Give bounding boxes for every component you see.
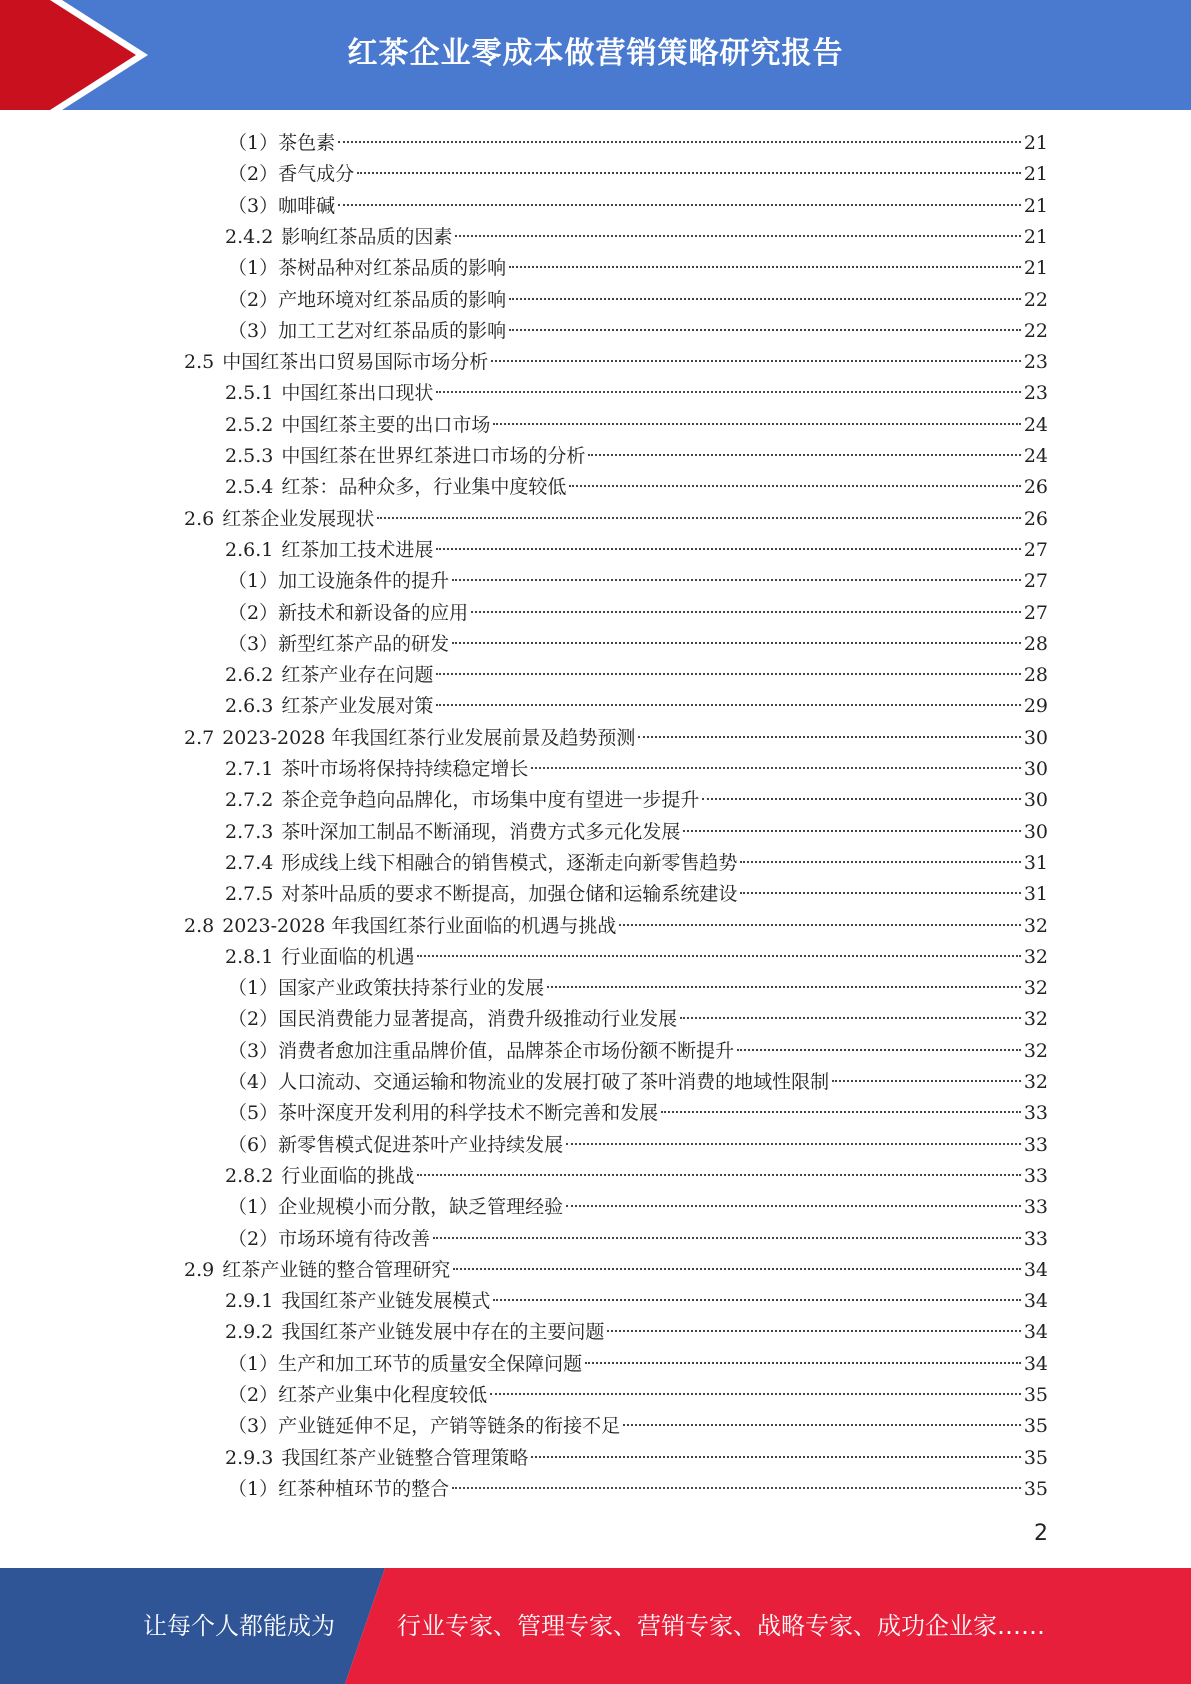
toc-entry-number: 2.9 [184,1258,215,1281]
toc-entry-number: 2.7 [184,726,215,749]
toc-entry-number: （1） [228,1196,279,1219]
toc-entry-page: 35 [1023,1477,1048,1500]
toc-entry[interactable] [225,378,1048,409]
dot-leader [509,266,1021,268]
toc-entry-title: 消费者愈加注重品牌价值，品牌茶企市场份额不断提升 [278,1039,735,1062]
dot-leader [566,1143,1021,1145]
toc-entry-title: 中国红茶出口贸易国际市场分析 [222,351,489,374]
dot-leader [377,517,1021,519]
toc-entry-number: 2.5.1 [225,382,274,405]
toc-entry-title: 国民消费能力显著提高，消费升级推动行业发展 [278,1008,678,1031]
dot-leader [737,1049,1021,1051]
toc-entry-page: 21 [1023,225,1048,248]
toc-entry-page: 28 [1023,664,1048,687]
page-header [0,0,1191,110]
toc-entry-title: 2023-2028 年我国红茶行业面临的机遇与挑战 [222,914,617,937]
toc-entry-number: 2.6.3 [225,695,274,718]
toc-entry-page: 26 [1023,507,1048,530]
toc-entry-number: （2） [228,1384,279,1406]
page-number: 2 [1034,1521,1048,1546]
toc-entry[interactable] [228,598,1048,629]
toc-entry-page: 31 [1023,851,1048,874]
dot-leader [740,892,1020,894]
toc-entry[interactable] [228,973,1048,1004]
toc-entry-number: 2.8.2 [225,1164,274,1187]
toc-entry-number: 2.7.1 [225,758,274,780]
toc-entry[interactable] [225,1317,1048,1348]
dot-leader [638,736,1020,738]
toc-entry-title: 市场环境有待改善 [278,1227,431,1250]
toc-entry-title: 加工设施条件的提升 [278,570,450,593]
toc-entry[interactable] [184,911,1048,942]
toc-entry-page: 30 [1023,789,1048,812]
dot-leader [585,1362,1021,1364]
toc-entry-page: 21 [1023,132,1048,154]
dot-leader [832,1080,1021,1082]
dot-leader [433,1237,1021,1239]
toc-entry[interactable] [228,566,1048,597]
dot-leader [436,391,1020,393]
toc-entry-number: 2.7.2 [225,789,274,812]
toc-entry-title: 茶树品种对红茶品质的影响 [278,257,507,280]
toc-entry-number: （3） [228,319,279,342]
dot-leader [436,704,1020,706]
toc-entry-title: 形成线上线下相融合的销售模式，逐渐走向新零售趋势 [281,851,738,874]
toc-entry-title: 红茶加工技术进展 [281,538,434,561]
dot-leader [531,1456,1020,1458]
toc-entry[interactable] [228,1411,1048,1442]
toc-entry-page: 31 [1023,883,1048,906]
toc-entry[interactable] [228,253,1048,284]
toc-entry[interactable] [228,1036,1048,1067]
toc-entry[interactable] [225,535,1048,566]
dot-leader [569,485,1020,487]
toc-entry-page: 33 [1023,1164,1048,1187]
toc-entry-title: 红茶产业链的整合管理研究 [222,1258,451,1281]
toc-entry-title: 生产和加工环节的质量安全保障问题 [278,1352,583,1375]
toc-entry[interactable] [184,504,1048,535]
dot-leader [455,235,1020,237]
toc-entry-page: 21 [1023,194,1048,217]
toc-entry[interactable] [228,316,1048,347]
toc-entry-number: 2.5 [184,351,215,374]
toc-entry-page: 34 [1023,1321,1048,1344]
toc-entry-title: 茶叶深度开发利用的科学技术不断完善和发展 [278,1102,659,1125]
toc-entry-page: 30 [1023,726,1048,749]
toc-entry-number: 2.8 [184,914,215,937]
toc-entry[interactable] [228,159,1048,190]
dot-leader [453,1268,1021,1270]
toc-entry-page: 32 [1023,977,1048,1000]
toc-entry-title: 行业面临的挑战 [281,1164,415,1187]
toc-entry-page: 32 [1023,1039,1048,1062]
toc-entry[interactable] [225,660,1048,691]
toc-entry[interactable] [225,691,1048,722]
dot-leader [547,986,1021,988]
toc-entry-page: 33 [1023,1133,1048,1156]
dot-leader [680,1017,1021,1019]
toc-entry-number: （1） [228,977,279,1000]
toc-entry-page: 35 [1023,1446,1048,1469]
toc-entry-title: 企业规模小而分散，缺乏管理经验 [278,1196,564,1219]
dot-leader [493,1299,1020,1301]
toc-entry[interactable] [228,1349,1048,1380]
dot-leader [619,924,1020,926]
dot-leader [357,172,1021,174]
toc-entry-title: 香气成分 [278,163,355,186]
toc-entry-number: 2.5.2 [225,413,274,436]
toc-entry-page: 33 [1023,1102,1048,1125]
toc-entry-number: （3） [228,194,279,217]
toc-entry-title: 产地环境对红茶品质的影响 [278,288,507,311]
dot-leader [623,1424,1021,1426]
dot-leader [417,955,1020,957]
toc-entry[interactable] [228,629,1048,660]
toc-entry-number: （6） [228,1133,279,1156]
toc-entry-number: 2.9.1 [225,1290,274,1313]
toc-entry-page: 22 [1023,288,1048,311]
toc-entry-title: 2023-2028 年我国红茶行业发展前景及趋势预测 [222,726,636,749]
toc-entry-number: 2.5.3 [225,445,274,467]
toc-entry-number: （2） [228,1227,279,1250]
dot-leader [452,1487,1021,1489]
toc-entry-page: 32 [1023,914,1048,937]
toc-entry[interactable] [225,1443,1048,1474]
toc-entry-page: 28 [1023,632,1048,655]
toc-entry-number: 2.5.4 [225,476,274,499]
toc-entry-page: 27 [1023,570,1048,593]
toc-entry-page: 34 [1023,1258,1048,1281]
dot-leader [471,611,1021,613]
toc-entry-number: 2.8.1 [225,945,274,968]
dot-leader [452,642,1021,644]
toc-entry-number: 2.9.3 [225,1446,274,1469]
dot-leader [702,798,1020,800]
toc-entry-number: （1） [228,1352,279,1375]
toc-entry[interactable] [228,191,1048,222]
report-title: 红茶企业零成本做营销策略研究报告 [347,36,844,71]
toc-entry-title: 影响红茶品质的因素 [281,225,453,248]
toc-entry[interactable] [225,942,1048,973]
toc-entry-page: 23 [1023,351,1048,374]
dot-leader [683,830,1020,832]
toc-entry-number: （2） [228,601,279,624]
footer-slogan: 让每个人都能成为 [143,1612,335,1640]
toc-entry-title: 我国红茶产业链发展模式 [281,1290,491,1313]
toc-entry-page: 23 [1023,382,1048,405]
toc-entry-title: 咖啡碱 [278,194,336,217]
toc-entry-number: 2.6.2 [225,664,274,687]
toc-entry-title: 茶色素 [278,132,336,154]
toc-entry[interactable] [225,879,1048,910]
page-footer [0,1568,1191,1684]
dot-leader [509,329,1021,331]
toc-entry-page: 35 [1023,1415,1048,1438]
dot-leader [661,1111,1021,1113]
toc-entry-number: 2.7.4 [225,851,274,874]
toc-entry-title: 红茶企业发展现状 [222,507,375,530]
dot-leader [566,1205,1021,1207]
toc-entry-title: 人口流动、交通运输和物流业的发展打破了茶叶消费的地域性限制 [278,1071,830,1093]
toc-entry-page: 21 [1023,163,1048,186]
toc-entry-page: 30 [1023,820,1048,843]
toc-entry[interactable] [228,285,1048,316]
dot-leader [740,861,1020,863]
toc-entry-page: 32 [1023,945,1048,968]
toc-entry-page: 29 [1023,695,1048,718]
toc-entry-number: （2） [228,288,279,311]
dot-leader [491,360,1021,362]
toc-entry-number: （3） [228,1039,279,1062]
toc-entry[interactable] [225,785,1048,816]
toc-entry-page: 35 [1023,1384,1048,1406]
dot-leader [509,298,1021,300]
toc-entry-number: 2.4.2 [225,225,274,248]
toc-entry-number: （1） [228,1477,279,1500]
toc-entry-page: 33 [1023,1196,1048,1219]
toc-entry-number: 2.6.1 [225,538,274,561]
dot-leader [493,423,1020,425]
toc-entry-page: 24 [1023,445,1048,467]
toc-entry[interactable] [225,472,1048,503]
toc-entry-title: 红茶产业存在问题 [281,664,434,687]
toc-entry-title: 新零售模式促进茶叶产业持续发展 [278,1133,564,1156]
toc-entry-page: 22 [1023,319,1048,342]
toc-entry-number: （3） [228,1415,279,1438]
toc-entry-page: 21 [1023,257,1048,280]
toc-entry[interactable] [225,817,1048,848]
toc-entry-page: 27 [1023,538,1048,561]
toc-entry[interactable] [225,1286,1048,1317]
toc-entry[interactable] [225,754,1048,785]
toc-entry-page: 30 [1023,758,1048,780]
toc-entry-title: 茶叶深加工制品不断涌现，消费方式多元化发展 [281,820,681,843]
toc-entry[interactable] [184,347,1048,378]
toc-entry-page: 26 [1023,476,1048,499]
toc-entry-title: 行业面临的机遇 [281,945,415,968]
toc-entry-number: （1） [228,570,279,593]
toc-entry-title: 加工工艺对红茶品质的影响 [278,319,507,342]
dot-leader [338,141,1021,143]
toc-entry-title: 红茶种植环节的整合 [278,1477,450,1500]
toc-entry[interactable] [225,441,1048,472]
toc-entry-page: 33 [1023,1227,1048,1250]
toc-entry-number: （1） [228,257,279,280]
toc-entry-number: （2） [228,1008,279,1031]
toc-entry-number: 2.7.3 [225,820,274,843]
toc-entry[interactable] [184,723,1048,754]
toc-entry-title: 红茶产业发展对策 [281,695,434,718]
dot-leader [452,579,1021,581]
toc-entry[interactable] [225,410,1048,441]
toc-entry-title: 中国红茶主要的出口市场 [281,413,491,436]
toc-entry-title: 红茶：品种众多，行业集中度较低 [281,476,567,499]
dot-leader [338,204,1021,206]
toc-entry[interactable] [225,848,1048,879]
toc-entry-number: （2） [228,163,279,186]
toc-entry-title: 中国红茶在世界红茶进口市场的分析 [281,445,586,467]
toc-entry-number: （4） [228,1071,279,1093]
toc-entry[interactable] [228,1067,1048,1098]
toc-entry-number: （1） [228,132,279,154]
toc-entry[interactable] [228,1098,1048,1129]
toc-entry-number: 2.9.2 [225,1321,274,1344]
toc-entry-title: 对茶叶品质的要求不断提高，加强仓储和运输系统建设 [281,883,738,906]
toc-entry-page: 24 [1023,413,1048,436]
dot-leader [588,454,1020,456]
toc-entry-title: 我国红茶产业链整合管理策略 [281,1446,529,1469]
dot-leader [436,548,1020,550]
toc-entry[interactable] [184,1255,1048,1286]
toc-entry-title: 茶叶市场将保持持续稳定增长 [281,758,529,780]
toc-entry-page: 32 [1023,1071,1048,1093]
toc-entry[interactable] [228,1224,1048,1255]
toc-entry-number: 2.7.5 [225,883,274,906]
toc-entry-page: 32 [1023,1008,1048,1031]
toc-entry-number: （3） [228,632,279,655]
toc-entry[interactable] [225,1161,1048,1192]
toc-entry[interactable] [228,1380,1048,1411]
toc-entry[interactable] [228,1130,1048,1161]
toc-entry-title: 产业链延伸不足，产销等链条的衔接不足 [278,1415,621,1438]
toc-entry-title: 红茶产业集中化程度较低 [278,1384,488,1406]
toc-entry[interactable] [228,1004,1048,1035]
dot-leader [490,1393,1021,1395]
toc-entry[interactable] [225,222,1048,253]
toc-entry-number: 2.6 [184,507,215,530]
toc-entry[interactable] [228,1192,1048,1223]
toc-entry-title: 新技术和新设备的应用 [278,601,469,624]
dot-leader [531,767,1020,769]
dot-leader [607,1330,1020,1332]
toc-entry-page: 34 [1023,1352,1048,1375]
toc-entry-title: 国家产业政策扶持茶行业的发展 [278,977,545,1000]
dot-leader [417,1174,1020,1176]
toc-entry-title: 茶企竞争趋向品牌化，市场集中度有望进一步提升 [281,789,700,812]
toc-entry[interactable] [228,1474,1048,1505]
toc-entry-page: 27 [1023,601,1048,624]
toc-entry[interactable] [228,128,1048,159]
dot-leader [436,673,1020,675]
footer-roles: 行业专家、管理专家、营销专家、战略专家、成功企业家…… [397,1612,1045,1640]
toc-entry-title: 我国红茶产业链发展中存在的主要问题 [281,1321,605,1344]
toc-entry-page: 34 [1023,1290,1048,1313]
toc-entry-number: （5） [228,1102,279,1125]
toc-entry-title: 新型红茶产品的研发 [278,632,450,655]
toc-entry-title: 中国红茶出口现状 [281,382,434,405]
